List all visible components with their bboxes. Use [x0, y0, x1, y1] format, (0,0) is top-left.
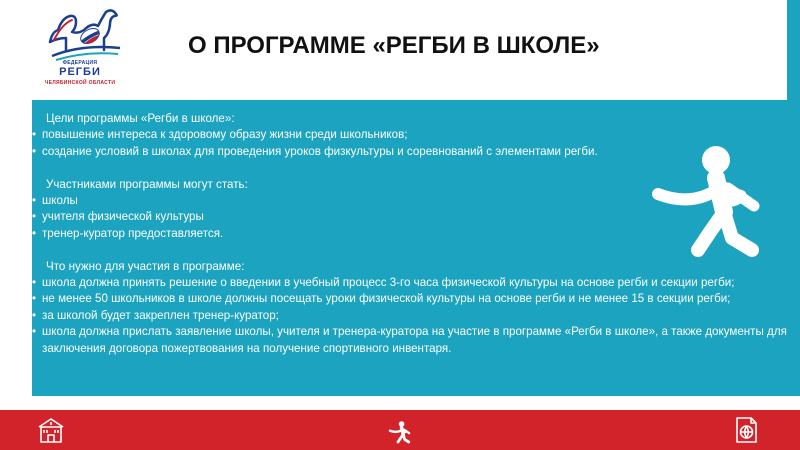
participants-list — [32, 193, 792, 242]
requirement-item: • за школой будет закреплен тренер-куратор; — [32, 308, 792, 324]
requirement-item: • школа должна принять решение о введении в учебный процесс 3-го часа физической культуры на основе регби и секции регби; — [32, 275, 792, 291]
goals-list — [32, 127, 792, 160]
footer-bar — [0, 410, 800, 450]
goal-item: • создание условий в школах для проведения уроков физкультуры и соревнований с элементами регби. — [32, 144, 792, 160]
participant-item: • школы — [32, 193, 792, 209]
top-right-accent — [787, 0, 800, 100]
page-title: О ПРОГРАММЕ «РЕГБИ В ШКОЛЕ» — [188, 32, 600, 59]
logo-line-region: ЧЕЛЯБИНСКОЙ ОБЛАСТИ — [44, 80, 116, 86]
school-building-icon — [36, 415, 66, 445]
requirements-heading: Что нужно для участия в программе: — [46, 259, 245, 273]
participant-item: • учителя физической культуры — [32, 209, 792, 225]
camel-logo-icon — [32, 4, 128, 64]
requirement-item: • не менее 50 школьников в школе должны посещать уроки физической культуры на основе регби и не менее 15 в секции регби; — [32, 291, 792, 307]
requirements-list — [32, 275, 792, 357]
participant-item: • тренер-куратор предоставляется. — [32, 226, 792, 242]
goals-heading: Цели программы «Регби в школе»: — [46, 112, 235, 125]
goal-item: • повышение интереса к здоровому образу жизни среди школьников; — [32, 127, 792, 143]
logo-line-rugby: РЕГБИ — [59, 66, 101, 78]
program-content — [32, 111, 792, 357]
participants-heading: Участниками программы могут стать: — [46, 177, 248, 191]
federation-logo — [32, 4, 128, 96]
requirement-item: • школа должна прислать заявление школы, учителя и тренера-куратора на участие в программе «Регби в школе», а также документы для заключения договора пожертвования на получение спортивного инвентаря. — [32, 324, 792, 357]
content-panel — [32, 100, 800, 396]
logo-line-federation: ФЕДЕРАЦИЯ — [62, 60, 98, 66]
globe-document-icon — [732, 415, 762, 445]
rugby-player-icon — [384, 415, 414, 445]
